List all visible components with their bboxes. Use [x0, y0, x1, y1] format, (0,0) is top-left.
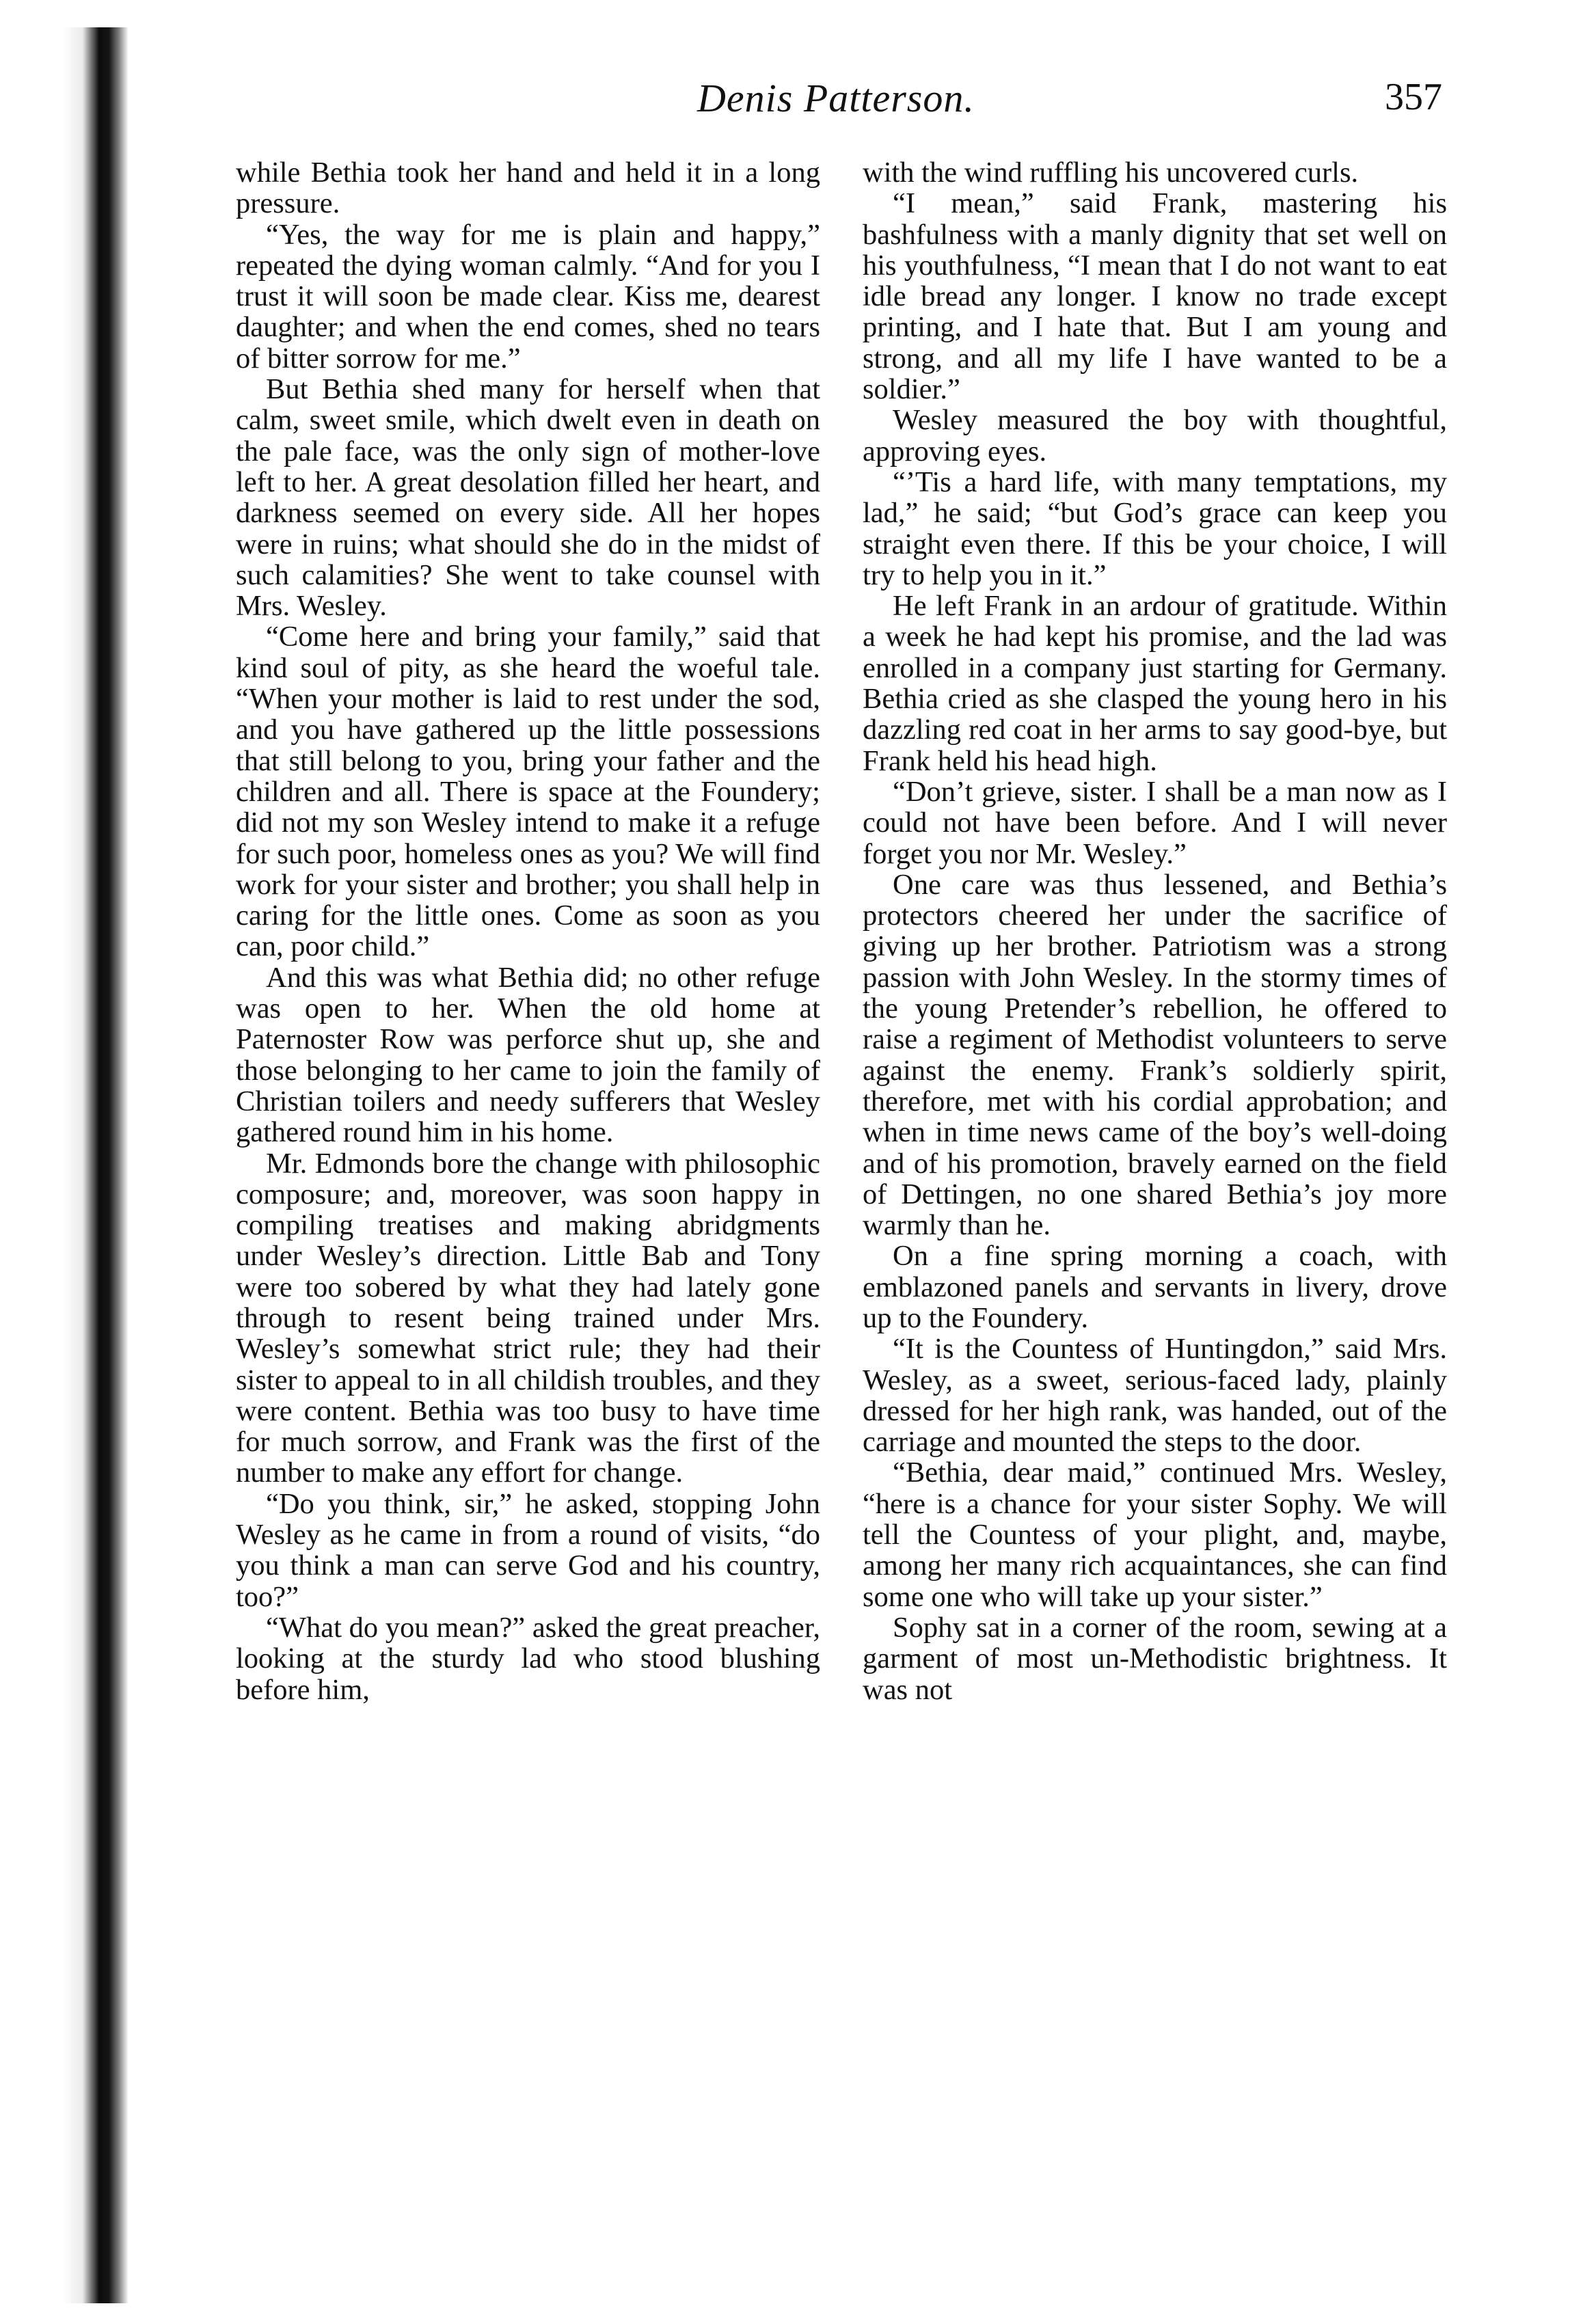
paragraph: “Come here and bring your family,” said that kind soul of pity, as she heard the woeful tale. “When your mother is laid to rest under the sod, and you have gathered up the little possessions that still belong to you, bring your father and the children and all. There is space at the Foundery; did not my son Wesley intend to make it a refuge for such poor, homeless ones as you? We will find work for your sister and brother; you shall help in caring for the little ones. Come as soon as you can, poor child.” [236, 621, 820, 963]
right-column [863, 157, 1447, 1705]
paragraph: “It is the Countess of Huntingdon,” said Mrs. Wesley, as a sweet, serious-faced lady, plainly dressed for her high rank, was handed, out of the carriage and mounted the steps to the door. [863, 1333, 1447, 1459]
page-number: 357 [1385, 76, 1442, 118]
paragraph: But Bethia shed many for herself when that calm, sweet smile, which dwelt even in death on the pale face, was the only sign of mother-love left to her. A great desolation filled her heart, and darkness seemed on every side. All her hopes were in ruins; what should she do in the midst of such calamities? She went to take counsel with Mrs. Wesley. [236, 373, 820, 623]
paragraph: while Bethia took her hand and held it in a long pressure. [236, 157, 820, 220]
paragraph: One care was thus lessened, and Bethia’s protectors cheered her under the sacrifice of giving up her brother. Patriotism was a strong passion with John Wesley. In the stormy times of the young Pretender’s rebellion, he offered to raise a regiment of Methodist volunteers to serve against the enemy. Frank’s soldierly spirit, therefore, met with his cordial approbation; and when in time news came of the boy’s well-doing and of his promotion, bravely earned on the field of Dettingen, no one shared Bethia’s joy more warmly than he. [863, 868, 1447, 1242]
paragraph: He left Frank in an ardour of gratitude. Within a week he had kept his promise, and the lad was enrolled in a company just starting for Germany. Bethia cried as she clasped the young hero in his dazzling red coat in her arms to say good-bye, but Frank held his head high. [863, 590, 1447, 777]
page-binding-edge [63, 27, 129, 2303]
left-column [236, 157, 820, 1705]
paragraph: Wesley measured the boy with thoughtful, approving eyes. [863, 404, 1447, 467]
paragraph: “What do you mean?” asked the great preacher, looking at the sturdy lad who stood blushing before him, [236, 1611, 820, 1706]
paragraph: “Bethia, dear maid,” continued Mrs. Wesley, “here is a chance for your sister Sophy. We will tell the Countess of your plight, and, maybe, among her many rich acquaintances, she can find some one who will take up your sister.” [863, 1456, 1447, 1613]
paragraph: “Don’t grieve, sister. I shall be a man now as I could not have been before. And I will never forget you nor Mr. Wesley.” [863, 775, 1447, 870]
running-title: Denis Patterson. [697, 76, 975, 120]
paragraph: Sophy sat in a corner of the room, sewing at a garment of most un-Methodistic brightness. It was not [863, 1611, 1447, 1706]
paragraph: On a fine spring morning a coach, with emblazoned panels and servants in livery, drove up to the Foundery. [863, 1240, 1447, 1334]
paragraph: And this was what Bethia did; no other refuge was open to her. When the old home at Paternoster Row was perforce shut up, she and those belonging to her came to join the family of Christian toilers and needy sufferers that Wesley gathered round him in his home. [236, 961, 820, 1149]
page-header [697, 68, 1442, 137]
paragraph: “Yes, the way for me is plain and happy,” repeated the dying woman calmly. “And for you I trust it will soon be made clear. Kiss me, dearest daughter; and when the end comes, shed no tears of bitter sorrow for me.” [236, 218, 820, 375]
paragraph: “’Tis a hard life, with many temptations, my lad,” he said; “but God’s grace can keep you straight even there. If this be your choice, I will try to help you in it.” [863, 465, 1447, 591]
paragraph: with the wind ruffling his uncovered curls. [863, 157, 1359, 189]
paragraph: “I mean,” said Frank, mastering his bashfulness with a manly dignity that set well on his youthfulness, “I mean that I do not want to eat idle bread any longer. I know no trade except printing, and I hate that. But I am young and strong, and all my life I have wanted to be a soldier.” [863, 187, 1447, 406]
paragraph: Mr. Edmonds bore the change with philosophic composure; and, moreover, was soon happy in compiling treatises and making abridgments under Wesley’s direction. Little Bab and Tony were too sobered by what they had lately gone through to resent being trained under Mrs. Wesley’s somewhat strict rule; they had their sister to appeal to in all childish troubles, and they were content. Bethia was too busy to have time for much sorrow, and Frank was the first of the number to make any effort for change. [236, 1147, 820, 1489]
paragraph: “Do you think, sir,” he asked, stopping John Wesley as he came in from a round of visits, “do you think a man can serve God and his country, too?” [236, 1487, 820, 1613]
